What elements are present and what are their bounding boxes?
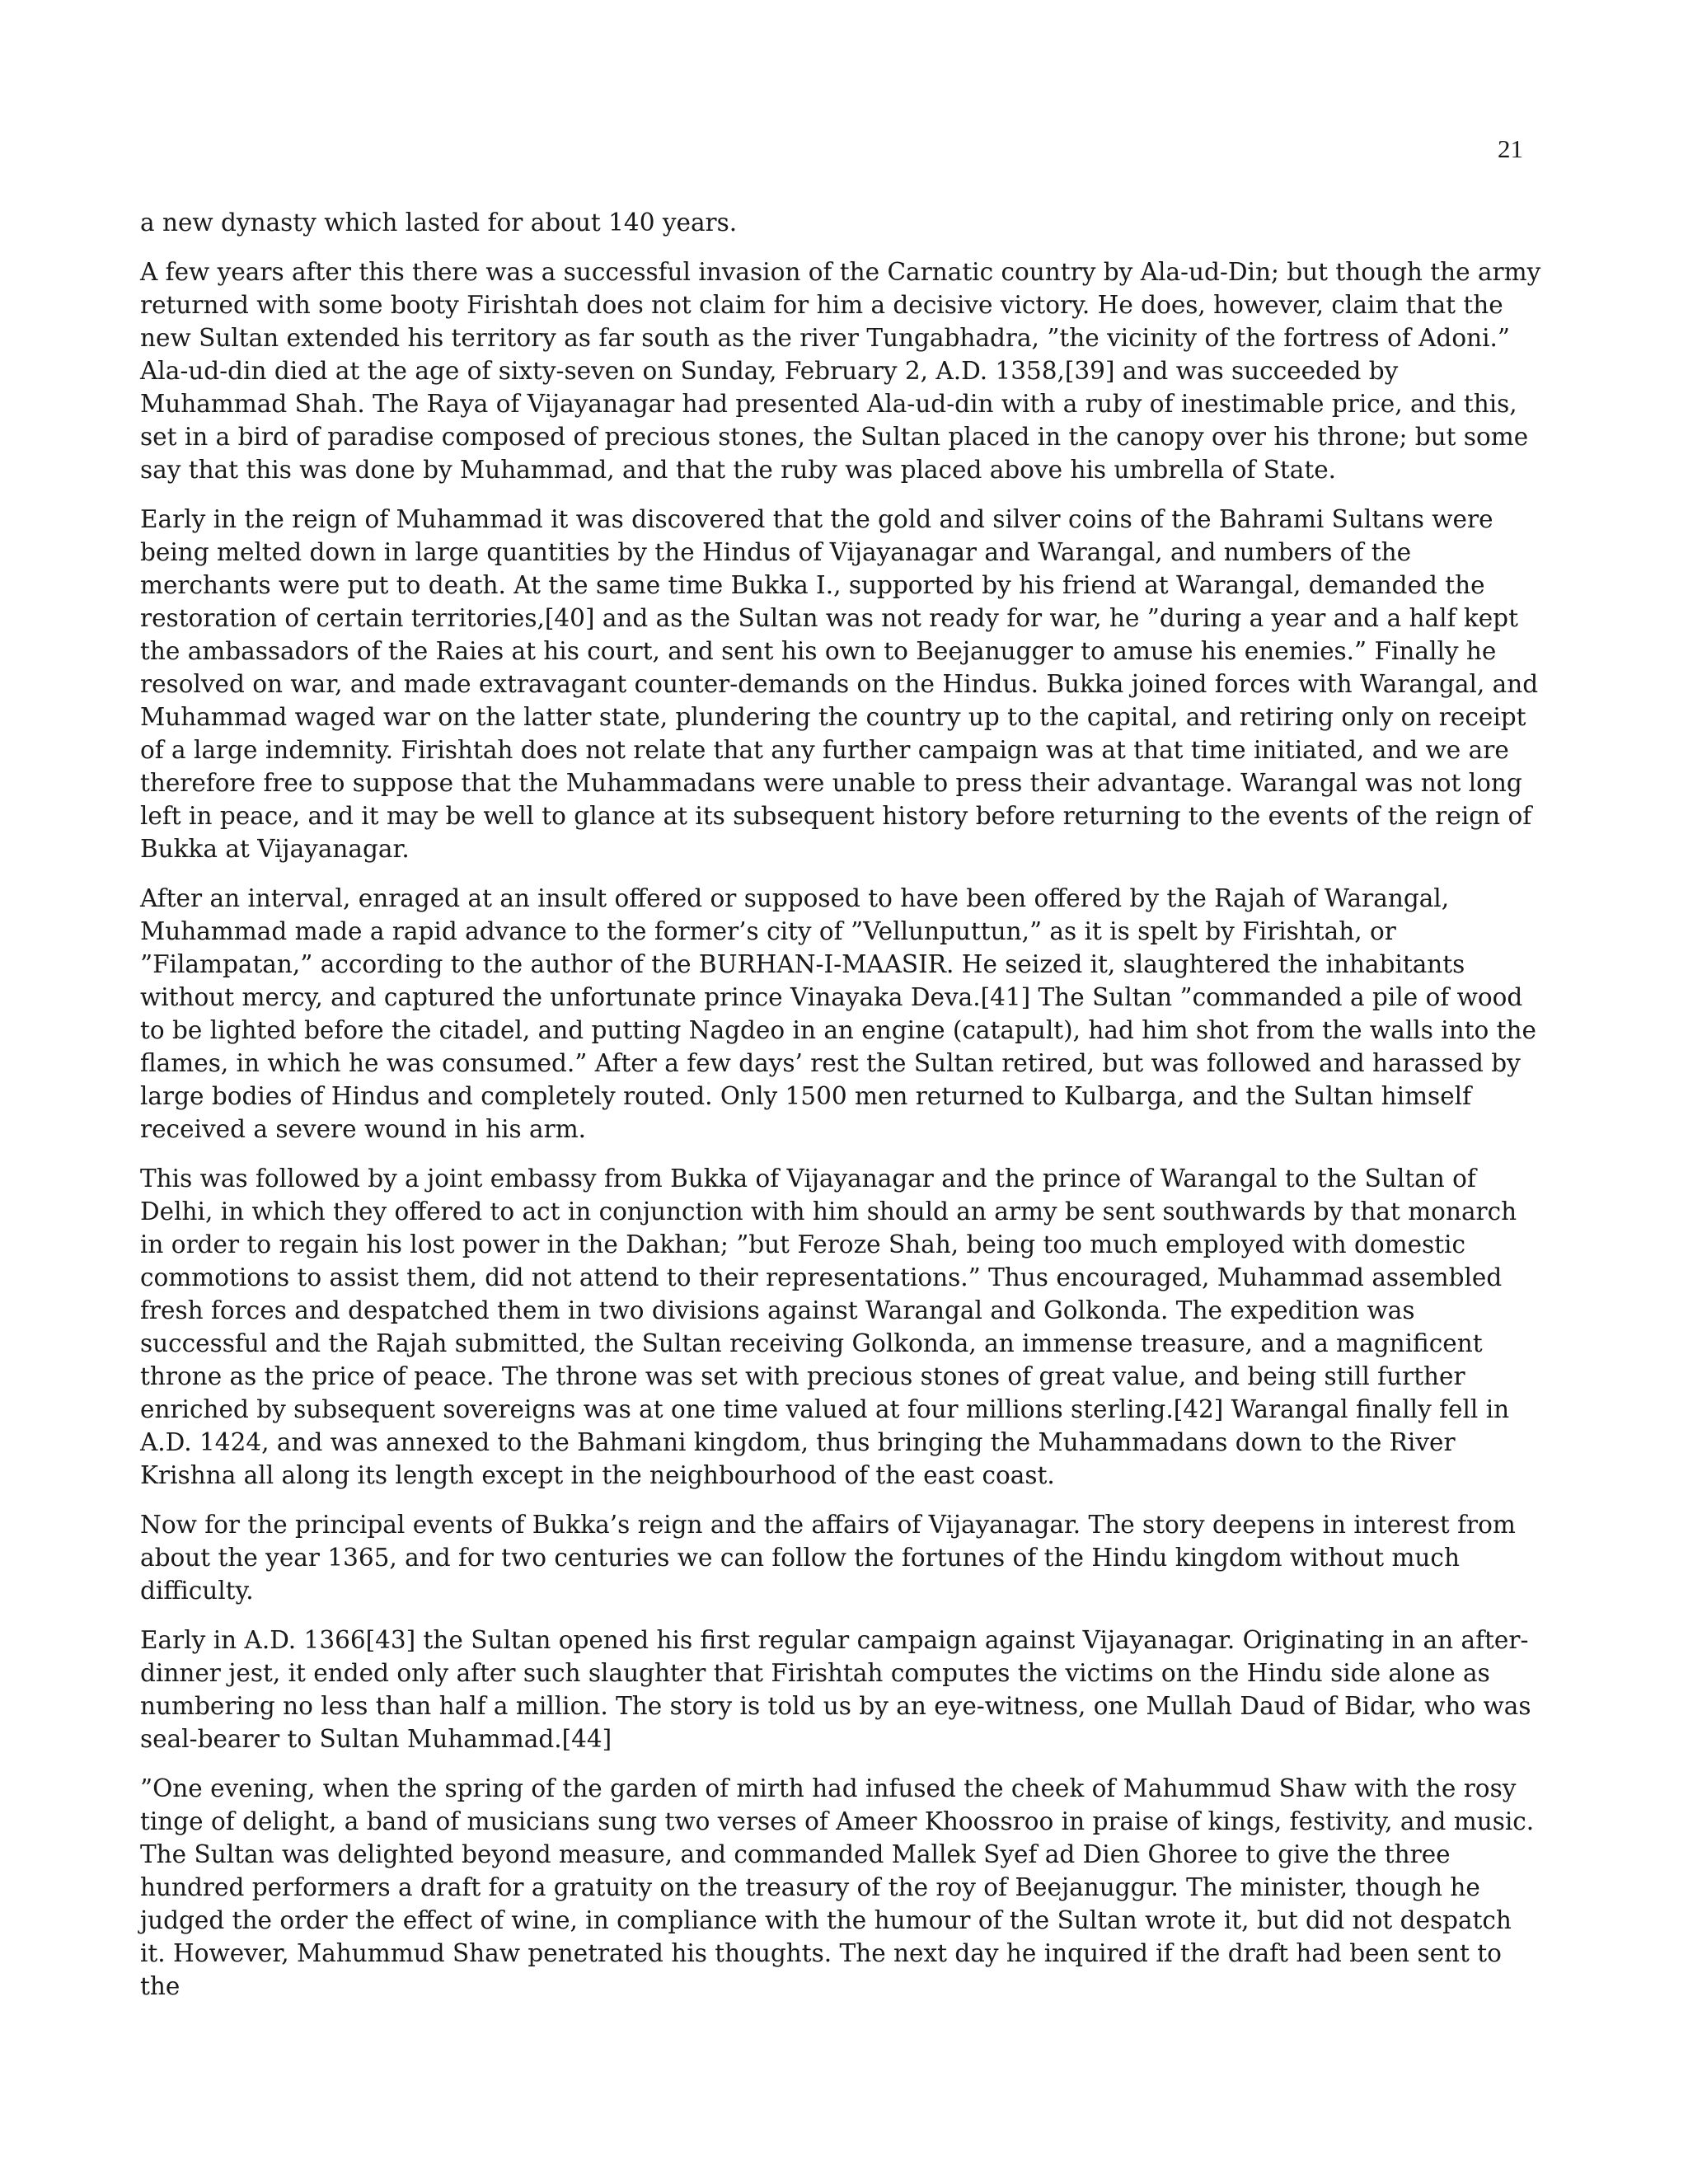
paragraph: After an interval, enraged at an insult offered or supposed to have been offered by the Rajah of Warangal, Muhammad made a rapid advance to the former’s city of ”Vellunputtun,” as it is spelt by Firishtah, or ”Filampatan,” according to the author of the BURHAN-I-MAASIR. He seized it, slaughtered the inhabitants without mercy, and captured the unfortunate prince Vinayaka Deva.[41] The Sultan ”commanded a pile of wood to be lighted before the citadel, and putting Nagdeo in an engine (catapult), had him shot from the walls into the flames, in which he was consumed.” After a few days’ rest the Sultan retired, but was followed and harassed by large bodies of Hindus and completely routed. Only 1500 men returned to Kulbarga, and the Sultan himself received a severe wound in his arm.: [140, 884, 1536, 1143]
paragraph: ”One evening, when the spring of the garden of mirth had infused the cheek of Mahummud Shaw with the rosy tinge of delight, a band of musicians sung two verses of Ameer Khoossroo in praise of kings, festivity, and music. The Sultan was delighted beyond measure, and commanded Mallek Syef ad Dien Ghoree to give the three hundred performers a draft for a gratuity on the treasury of the roy of Beejanuggur. The minister, though he judged the order the effect of wine, in compliance with the humour of the Sultan wrote it, but did not despatch it. However, Mahummud Shaw penetrated his thoughts. The next day he inquired if the draft had been sent to the: [140, 1774, 1535, 2000]
page-number: 21: [1498, 134, 1523, 163]
paragraph: Early in A.D. 1366[43] the Sultan opened his first regular campaign against Vijayanagar. Originating in an after-dinner jest, it ended only after such slaughter that Firishtah computes the victims on the Hindu side alone as numbering no less than half a million. The story is told us by an eye-witness, one Mullah Daud of Bidar, who was seal-bearer to Sultan Muhammad.[44]: [140, 1626, 1531, 1753]
paragraph: A few years after this there was a successful invasion of the Carnatic country by Ala-ud-Din; but though the army returned with some booty Firishtah does not claim for him a decisive victory. He does, however, claim that the new Sultan extended his territory as far south as the river Tungabhadra, ”the vicinity of the fortress of Adoni.” Ala-ud-din died at the age of sixty-seven on Sunday, February 2, A.D. 1358,[39] and was succeeded by Muhammad Shah. The Raya of Vijayanagar had presented Ala-ud-din with a ruby of inestimable price, and this, set in a bird of paradise composed of precious stones, the Sultan placed in the canopy over his throne; but some say that this was done by Muhammad, and that the ruby was placed above his umbrella of State.: [140, 258, 1541, 484]
paragraph: Now for the principal events of Bukka’s reign and the affairs of Vijayanagar. The story deepens in interest from about the year 1365, and for two centuries we can follow the fortunes of the Hindu kingdom without much difficulty.: [140, 1511, 1516, 1605]
paragraph: Early in the reign of Muhammad it was discovered that the gold and silver coins of the Bahrami Sultans were being melted down in large quantities by the Hindus of Vijayanagar and Warangal, and numbers of the merchants were put to death. At the same time Bukka I., supported by his friend at Warangal, demanded the restoration of certain territories,[40] and as the Sultan was not ready for war, he ”during a year and a half kept the ambassadors of the Raies at his court, and sent his own to Beejanugger to amuse his enemies.” Finally he resolved on war, and made extravagant counter-demands on the Hindus. Bukka joined forces with Warangal, and Muhammad waged war on the latter state, plundering the country up to the capital, and retiring only on receipt of a large indemnity. Firishtah does not relate that any further campaign was at that time initiated, and we are therefore free to suppose that the Muhammadans were unable to press their advantage. Warangal was not long left in peace, and it may be well to glance at its subsequent history before returning to the events of the reign of Bukka at Vijayanagar.: [140, 505, 1539, 863]
body-text: [140, 206, 1541, 2019]
paragraph: a new dynasty which lasted for about 140 years.: [140, 209, 738, 237]
paragraph: This was followed by a joint embassy from Bukka of Vijayanagar and the prince of Warangal to the Sultan of Delhi, in which they offered to act in conjunction with him should an army be sent southwards by that monarch in order to regain his lost power in the Dakhan; ”but Feroze Shah, being too much employed with domestic commotions to assist them, did not attend to their representations.” Thus encouraged, Muhammad assembled fresh forces and despatched them in two divisions against Warangal and Golkonda. The expedition was successful and the Rajah submitted, the Sultan receiving Golkonda, an immense treasure, and a magnificent throne as the price of peace. The throne was set with precious stones of great value, and being still further enriched by subsequent sovereigns was at one time valued at four millions sterling.[42] Warangal finally fell in A.D. 1424, and was annexed to the Bahmani kingdom, thus bringing the Muhammadans down to the River Krishna all along its length except in the neighbourhood of the east coast.: [140, 1165, 1517, 1489]
